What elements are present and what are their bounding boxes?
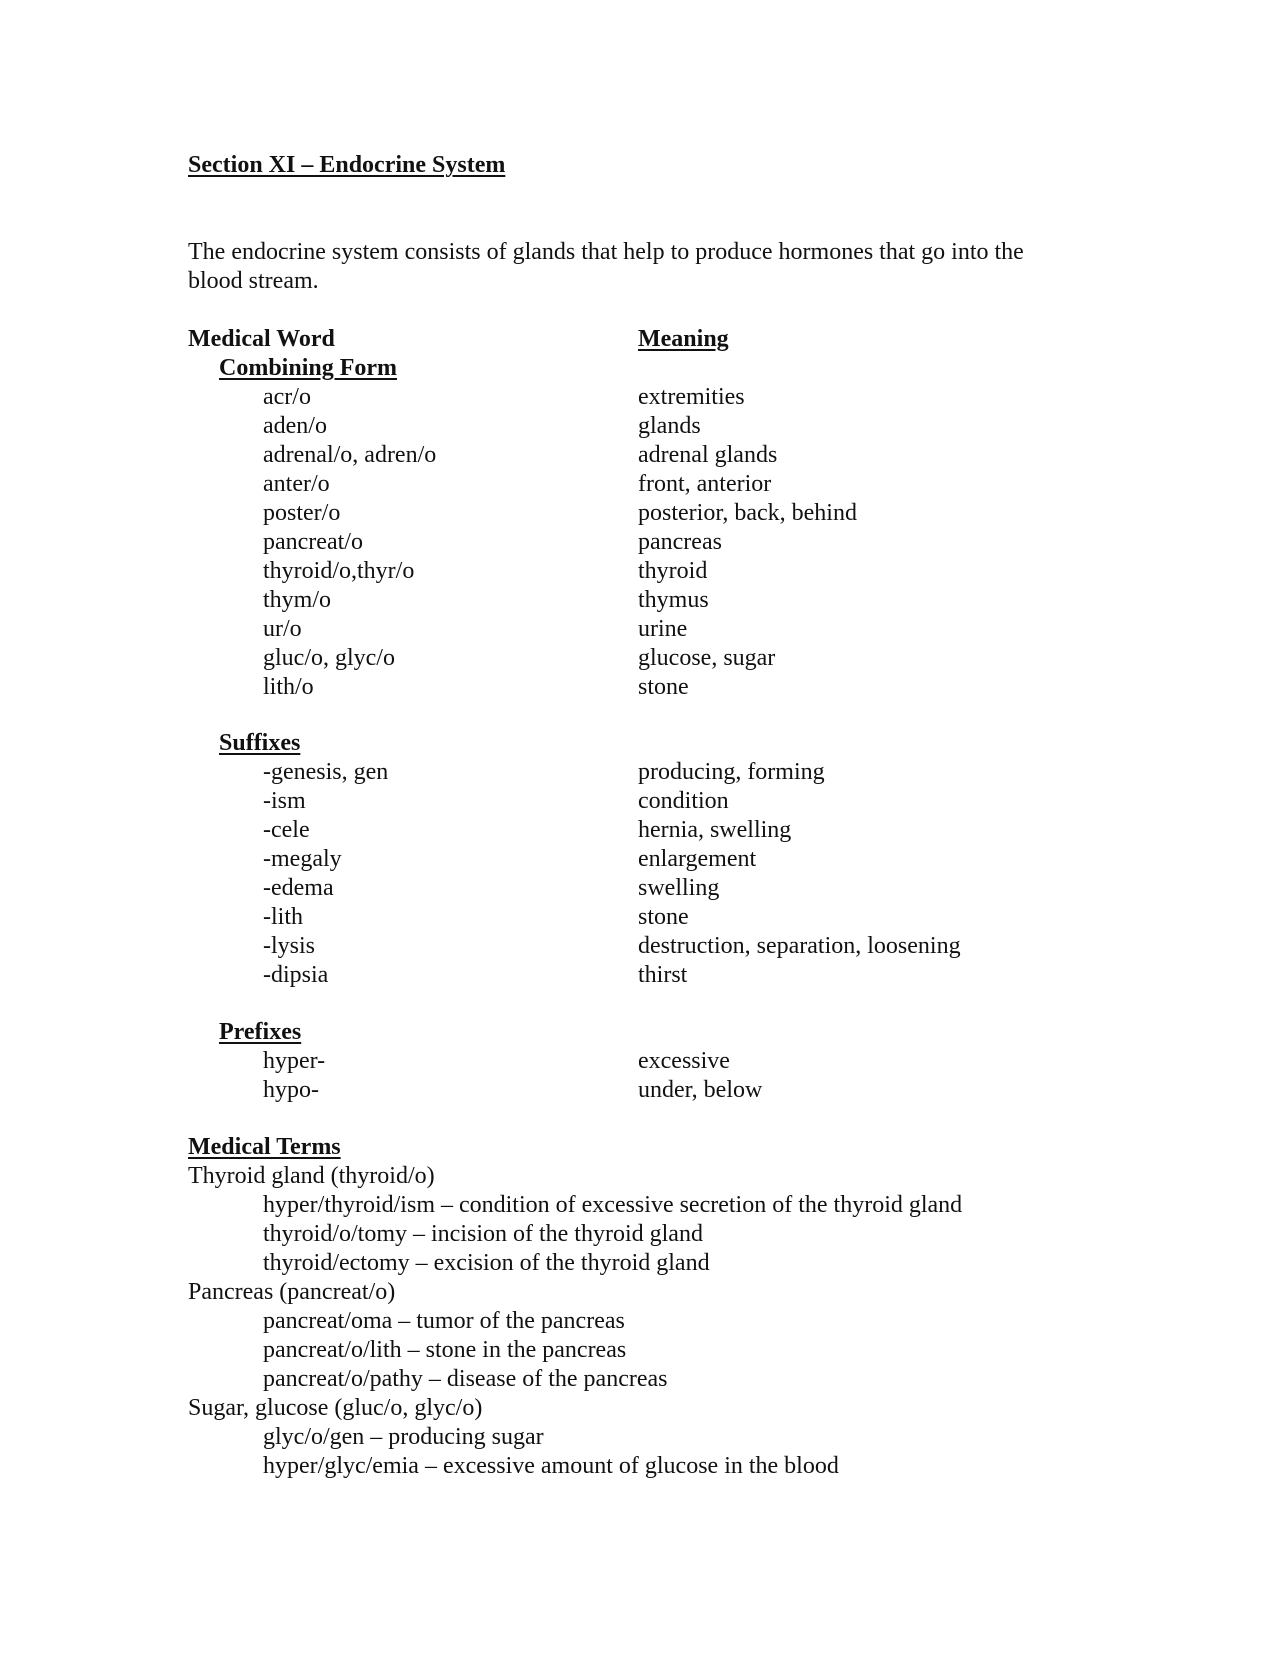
intro-line-2: blood stream. [188, 268, 319, 294]
suffix-meaning: enlargement [638, 846, 757, 872]
combining-form-meaning: pancreas [638, 529, 722, 555]
suffix-word: -genesis, gen [263, 759, 389, 785]
combining-form-meaning: posterior, back, behind [638, 500, 857, 526]
suffix-meaning: destruction, separation, loosening [638, 933, 961, 959]
term-item: thyroid/ectomy – excision of the thyroid gland [263, 1250, 710, 1276]
term-item: hyper/glyc/emia – excessive amount of glucose in the blood [263, 1453, 839, 1479]
combining-form-meaning: urine [638, 616, 688, 642]
medical-word-header [188, 325, 638, 353]
combining-form-meaning: thymus [638, 587, 709, 613]
medical-terms-heading: Medical Terms [188, 1134, 341, 1160]
suffix-word: -megaly [263, 846, 342, 872]
term-item: thyroid/o/tomy – incision of the thyroid gland [263, 1221, 703, 1247]
combining-form-meaning: extremities [638, 384, 745, 410]
suffix-meaning: swelling [638, 875, 720, 901]
combining-form-meaning: glucose, sugar [638, 645, 776, 671]
suffix-word: -cele [263, 817, 310, 843]
term-group-title: Sugar, glucose (gluc/o, glyc/o) [188, 1395, 483, 1421]
suffix-word: -ism [263, 788, 306, 814]
suffix-word: -lysis [263, 933, 316, 959]
intro-line-1: The endocrine system consists of glands that help to produce hormones that go into the [188, 239, 1024, 265]
suffix-word: -lith [263, 904, 303, 930]
combining-form-word: anter/o [263, 471, 330, 497]
suffix-meaning: stone [638, 904, 689, 930]
combining-form-word: ur/o [263, 616, 302, 642]
prefix-meaning: excessive [638, 1048, 730, 1074]
combining-form-meaning: front, anterior [638, 471, 772, 497]
combining-form-meaning: glands [638, 413, 701, 439]
combining-form-word: thym/o [263, 587, 332, 613]
prefixes-heading: Prefixes [219, 1019, 302, 1045]
term-item: pancreat/oma – tumor of the pancreas [263, 1308, 625, 1334]
suffix-meaning: thirst [638, 962, 688, 988]
combining-form-word: poster/o [263, 500, 341, 526]
prefix-word: hyper- [263, 1048, 326, 1074]
combining-form-meaning: adrenal glands [638, 442, 778, 468]
meaning-header: Meaning [638, 326, 729, 352]
combining-form-word: adrenal/o, adren/o [263, 442, 437, 468]
combining-form-word: gluc/o, glyc/o [263, 645, 395, 671]
combining-form-word: thyroid/o,thyr/o [263, 558, 415, 584]
suffix-meaning: condition [638, 788, 729, 814]
suffixes-heading: Suffixes [219, 730, 301, 756]
section-title: Section XI – Endocrine System [188, 152, 506, 178]
suffix-meaning: hernia, swelling [638, 817, 792, 843]
combining-form-word: pancreat/o [263, 529, 363, 555]
term-item: pancreat/o/lith – stone in the pancreas [263, 1337, 627, 1363]
suffix-word: -edema [263, 875, 334, 901]
medical-word-header-label: Medical Word [188, 326, 335, 352]
term-group-title: Pancreas (pancreat/o) [188, 1279, 396, 1305]
term-group-title: Thyroid gland (thyroid/o) [188, 1163, 435, 1189]
combining-form-meaning: thyroid [638, 558, 708, 584]
suffix-meaning: producing, forming [638, 759, 825, 785]
combining-form-heading: Combining Form [219, 355, 398, 381]
combining-form-word: aden/o [263, 413, 327, 439]
prefix-word: hypo- [263, 1077, 319, 1103]
term-item: pancreat/o/pathy – disease of the pancreas [263, 1366, 668, 1392]
term-item: hyper/thyroid/ism – condition of excessive secretion of the thyroid gland [263, 1192, 963, 1218]
prefix-meaning: under, below [638, 1077, 763, 1103]
combining-form-word: acr/o [263, 384, 311, 410]
suffix-word: -dipsia [263, 962, 329, 988]
term-item: glyc/o/gen – producing sugar [263, 1424, 544, 1450]
combining-form-meaning: stone [638, 674, 689, 700]
combining-form-word: lith/o [263, 674, 314, 700]
